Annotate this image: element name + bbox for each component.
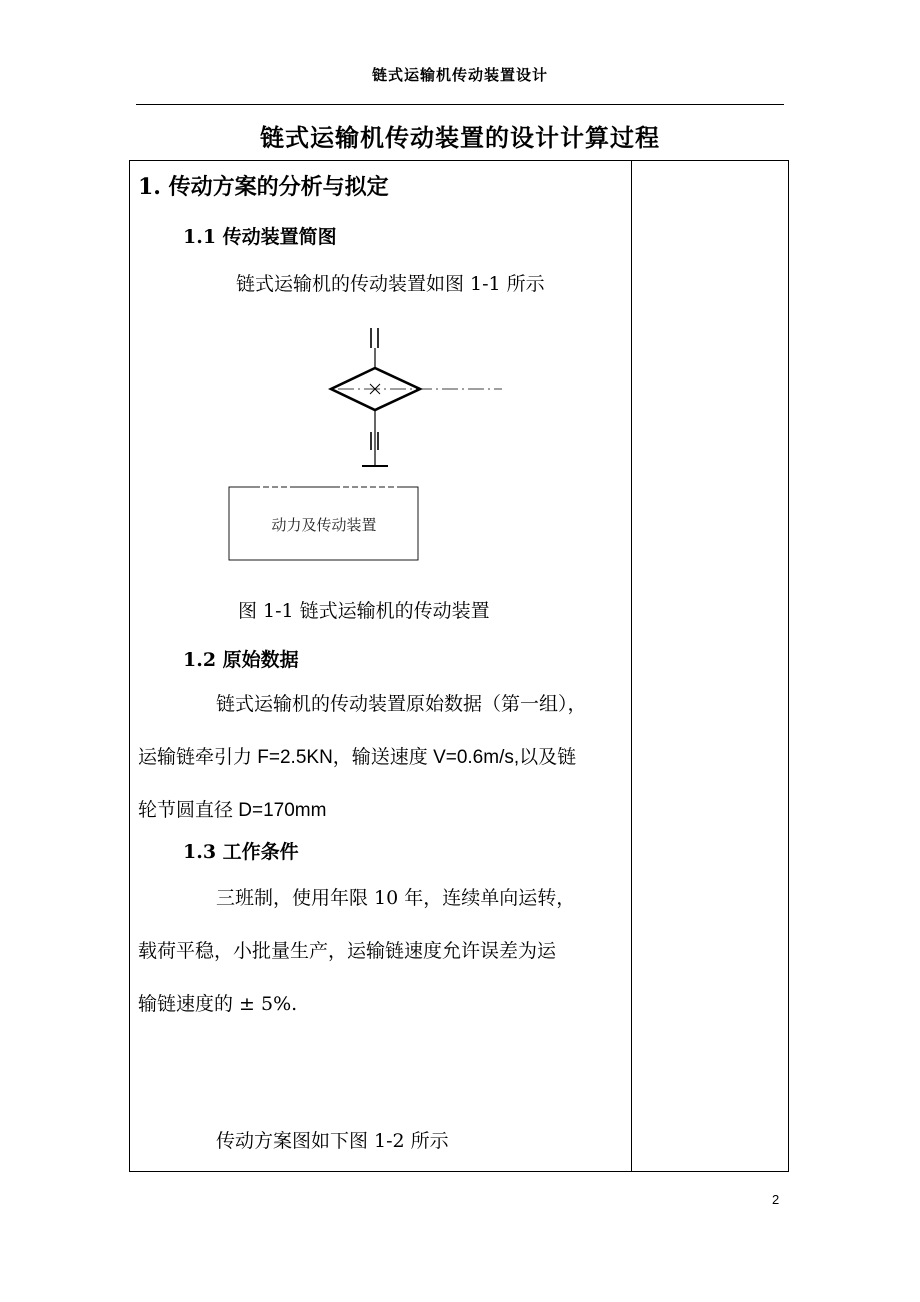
conditions-line-1: 三班制，使用年限 10 年，连续单向运转， (216, 887, 576, 909)
page-number: 2 (772, 1192, 780, 1207)
conditions-line-2: 载荷平稳，小批量生产，运输链速度允许误差为运 (138, 940, 557, 962)
header-rule (136, 104, 784, 105)
working-conditions-paragraph (138, 872, 624, 1031)
drive-unit-label: 动力及传动装置 (271, 517, 377, 534)
section-1-3-heading: 1.3 工作条件 (183, 841, 299, 863)
figure-intro-text: 链式运输机的传动装置如图 1-1 所示 (236, 273, 545, 295)
upper-bearing-icon (371, 328, 378, 348)
raw-data-line-2: 运输链牵引力 F=2.5KN，输送速度 V=0.6m/s,以及链 (138, 747, 577, 768)
running-header: 链式运输机传动装置设计 (371, 66, 548, 84)
document-title: 链式运输机传动装置的设计计算过程 (260, 123, 660, 152)
transmission-diagram (220, 320, 520, 570)
section-1-heading: 1. 传动方案的分析与拟定 (138, 174, 389, 200)
conditions-line-3: 输链速度的 ± 5%. (138, 993, 298, 1015)
section-1-1-heading: 1.1 传动装置简图 (183, 226, 337, 248)
scheme-figure-reference: 传动方案图如下图 1-2 所示 (216, 1130, 449, 1152)
raw-data-paragraph (138, 678, 624, 837)
figure-1-1-caption: 图 1-1 链式运输机的传动装置 (238, 600, 490, 622)
section-1-2-heading: 1.2 原始数据 (183, 649, 299, 671)
raw-data-line-3: 轮节圆直径 D=170mm (138, 800, 327, 821)
table-column-divider (631, 160, 632, 1172)
raw-data-line-1: 链式运输机的传动装置原始数据（第一组）， (216, 693, 587, 715)
